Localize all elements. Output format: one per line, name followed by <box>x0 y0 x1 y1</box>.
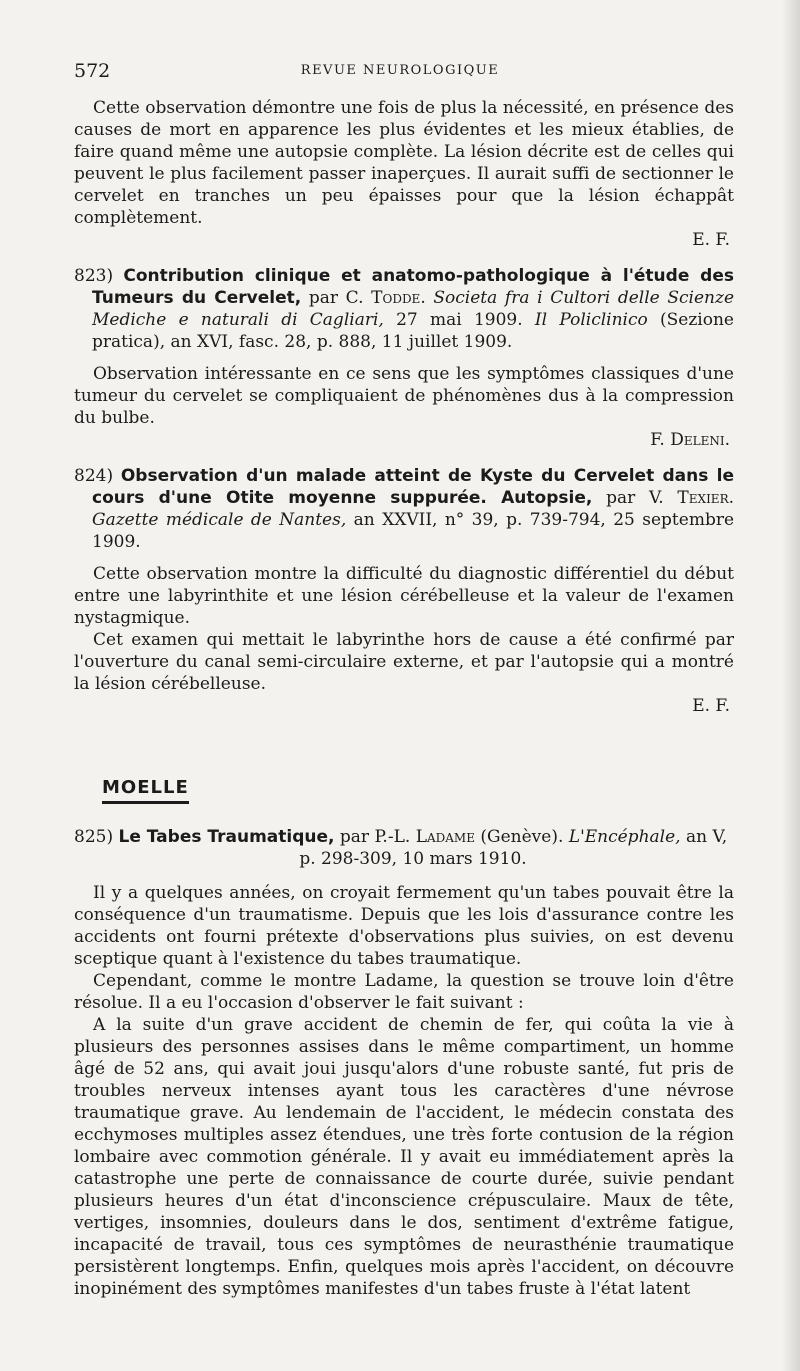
entry-date: 27 mai 1909. <box>396 310 523 330</box>
entry-number: 825) <box>74 827 114 847</box>
entry-ref-2: p. 298-309, 10 mars 1910. <box>299 849 527 869</box>
entry-journal: Gazette médicale de Nantes, <box>92 510 347 530</box>
entry-title: Le Tabes Traumatique, <box>118 827 335 847</box>
paragraph: Cet examen qui mettait le labyrinthe hors de cause a été confirmé par l'ouverture du canal semi-circulaire externe, et par l'autopsie qui a montré la lésion cérébelleuse. <box>74 630 734 694</box>
entry-author: Texier. <box>677 488 735 508</box>
entry-823 <box>74 265 734 353</box>
entry-journal: Societa fra i Cultori delle Scienze Mediche e naturali di Cagliari, <box>92 288 735 330</box>
paragraph: Cette observation démontre une fois de plus la nécessité, en présence des causes de mort en apparence les plus évidentes et les mieux établies, de faire quand même une autopsie complète. La lésion décrite est de celles qui peuvent le plus facilement passer inaperçues. Il aurait suffi de sectionner le cervelet en tranches un peu épaisses pour que la lésion échappât complètement. <box>74 98 734 228</box>
section-heading: MOELLE <box>74 777 734 804</box>
paragraph: Il y a quelques années, on croyait fermement qu'un tabes pouvait être la conséquence d'un traumatisme. Depuis que les lois d'assurance contre les accidents ont fourni prétexte d'observations plus suivies, on est devenu sceptique quant à l'existence du tabes traumatique. <box>74 883 734 969</box>
paragraph: Cette observation montre la difficulté du diagnostic différentiel du début entre une labyrinthite et une lésion cérébelleuse et la valeur de l'examen nystagmique. <box>74 564 734 628</box>
signature: E. F. <box>692 696 730 716</box>
entry-author: Todde. <box>371 288 426 308</box>
paragraph: A la suite d'un grave accident de chemin de fer, qui coûta la vie à plusieurs des personnes assises dans le même compartiment, un homme âgé de 52 ans, qui avait joui jusqu'alors d'une robuste santé, fut pris de troubles nerveux intenses ayant tous les caractères d'une névrose traumatique grave. Au lendemain de l'accident, le médecin constata des ecchymoses multiples assez étendues, une très forte contusion de la région lombaire avec commotion générale. Il y avait eu immédiatement après la catastrophe une perte de connaissance de courte durée, suivie pendant plusieurs heures d'un état d'inconscience crépusculaire. Maux de tête, vertiges, insomnies, douleurs dans le dos, sentiment d'extrême fatigue, incapacité de travail, tous ces symptômes de neurasthénie traumatique persistèrent longtemps. Enfin, quelques mois après l'accident, on découvre inopinément des symptômes manifestes d'un tabes fruste à l'état latent <box>74 1015 734 1299</box>
entry-by: par P.-L. <box>339 827 411 847</box>
entry-place: (Genève). <box>480 827 564 847</box>
page-edge-shadow <box>782 0 800 1371</box>
entry-journal-2: Il Policlinico <box>534 310 648 330</box>
running-title: REVUE NEUROLOGIQUE <box>300 63 500 78</box>
entry-by: par V. <box>606 488 664 508</box>
page-header <box>74 60 726 84</box>
entry-title: Observation d'un malade atteint de Kyste du Cervelet dans le cours d'une Otite moyenne suppurée. Autopsie, <box>92 466 734 508</box>
entry-title: Contribution clinique et anatomo-pathologique à l'étude des Tumeurs du Cervelet, <box>92 266 734 308</box>
entry-author: Ladame <box>415 827 475 847</box>
signature: F. Deleni. <box>650 430 730 450</box>
entry-824 <box>74 465 734 553</box>
entry-ref: an V, <box>685 827 728 847</box>
page-number: 572 <box>74 60 111 82</box>
entry-number: 823) <box>74 266 114 286</box>
entry-number: 824) <box>74 466 114 486</box>
entry-by: par C. <box>308 288 364 308</box>
signature: E. F. <box>692 230 730 250</box>
paragraph: Observation intéressante en ce sens que les symptômes classiques d'une tumeur du cervelet se compliquaient de phénomènes dus à la compression du bulbe. <box>74 364 734 428</box>
page-content <box>74 97 734 1300</box>
entry-ref: (Sezione pratica), an XVI, fasc. 28, p. 888, 11 juillet 1909. <box>92 310 734 352</box>
entry-journal: L'Encéphale, <box>568 827 681 847</box>
entry-ref: an XXVII, n° 39, p. 739-794, 25 septembre 1909. <box>92 510 735 552</box>
paragraph: Cependant, comme le montre Ladame, la question se trouve loin d'être résolue. Il a eu l'occasion d'observer le fait suivant : <box>74 971 734 1013</box>
entry-825 <box>74 826 734 870</box>
